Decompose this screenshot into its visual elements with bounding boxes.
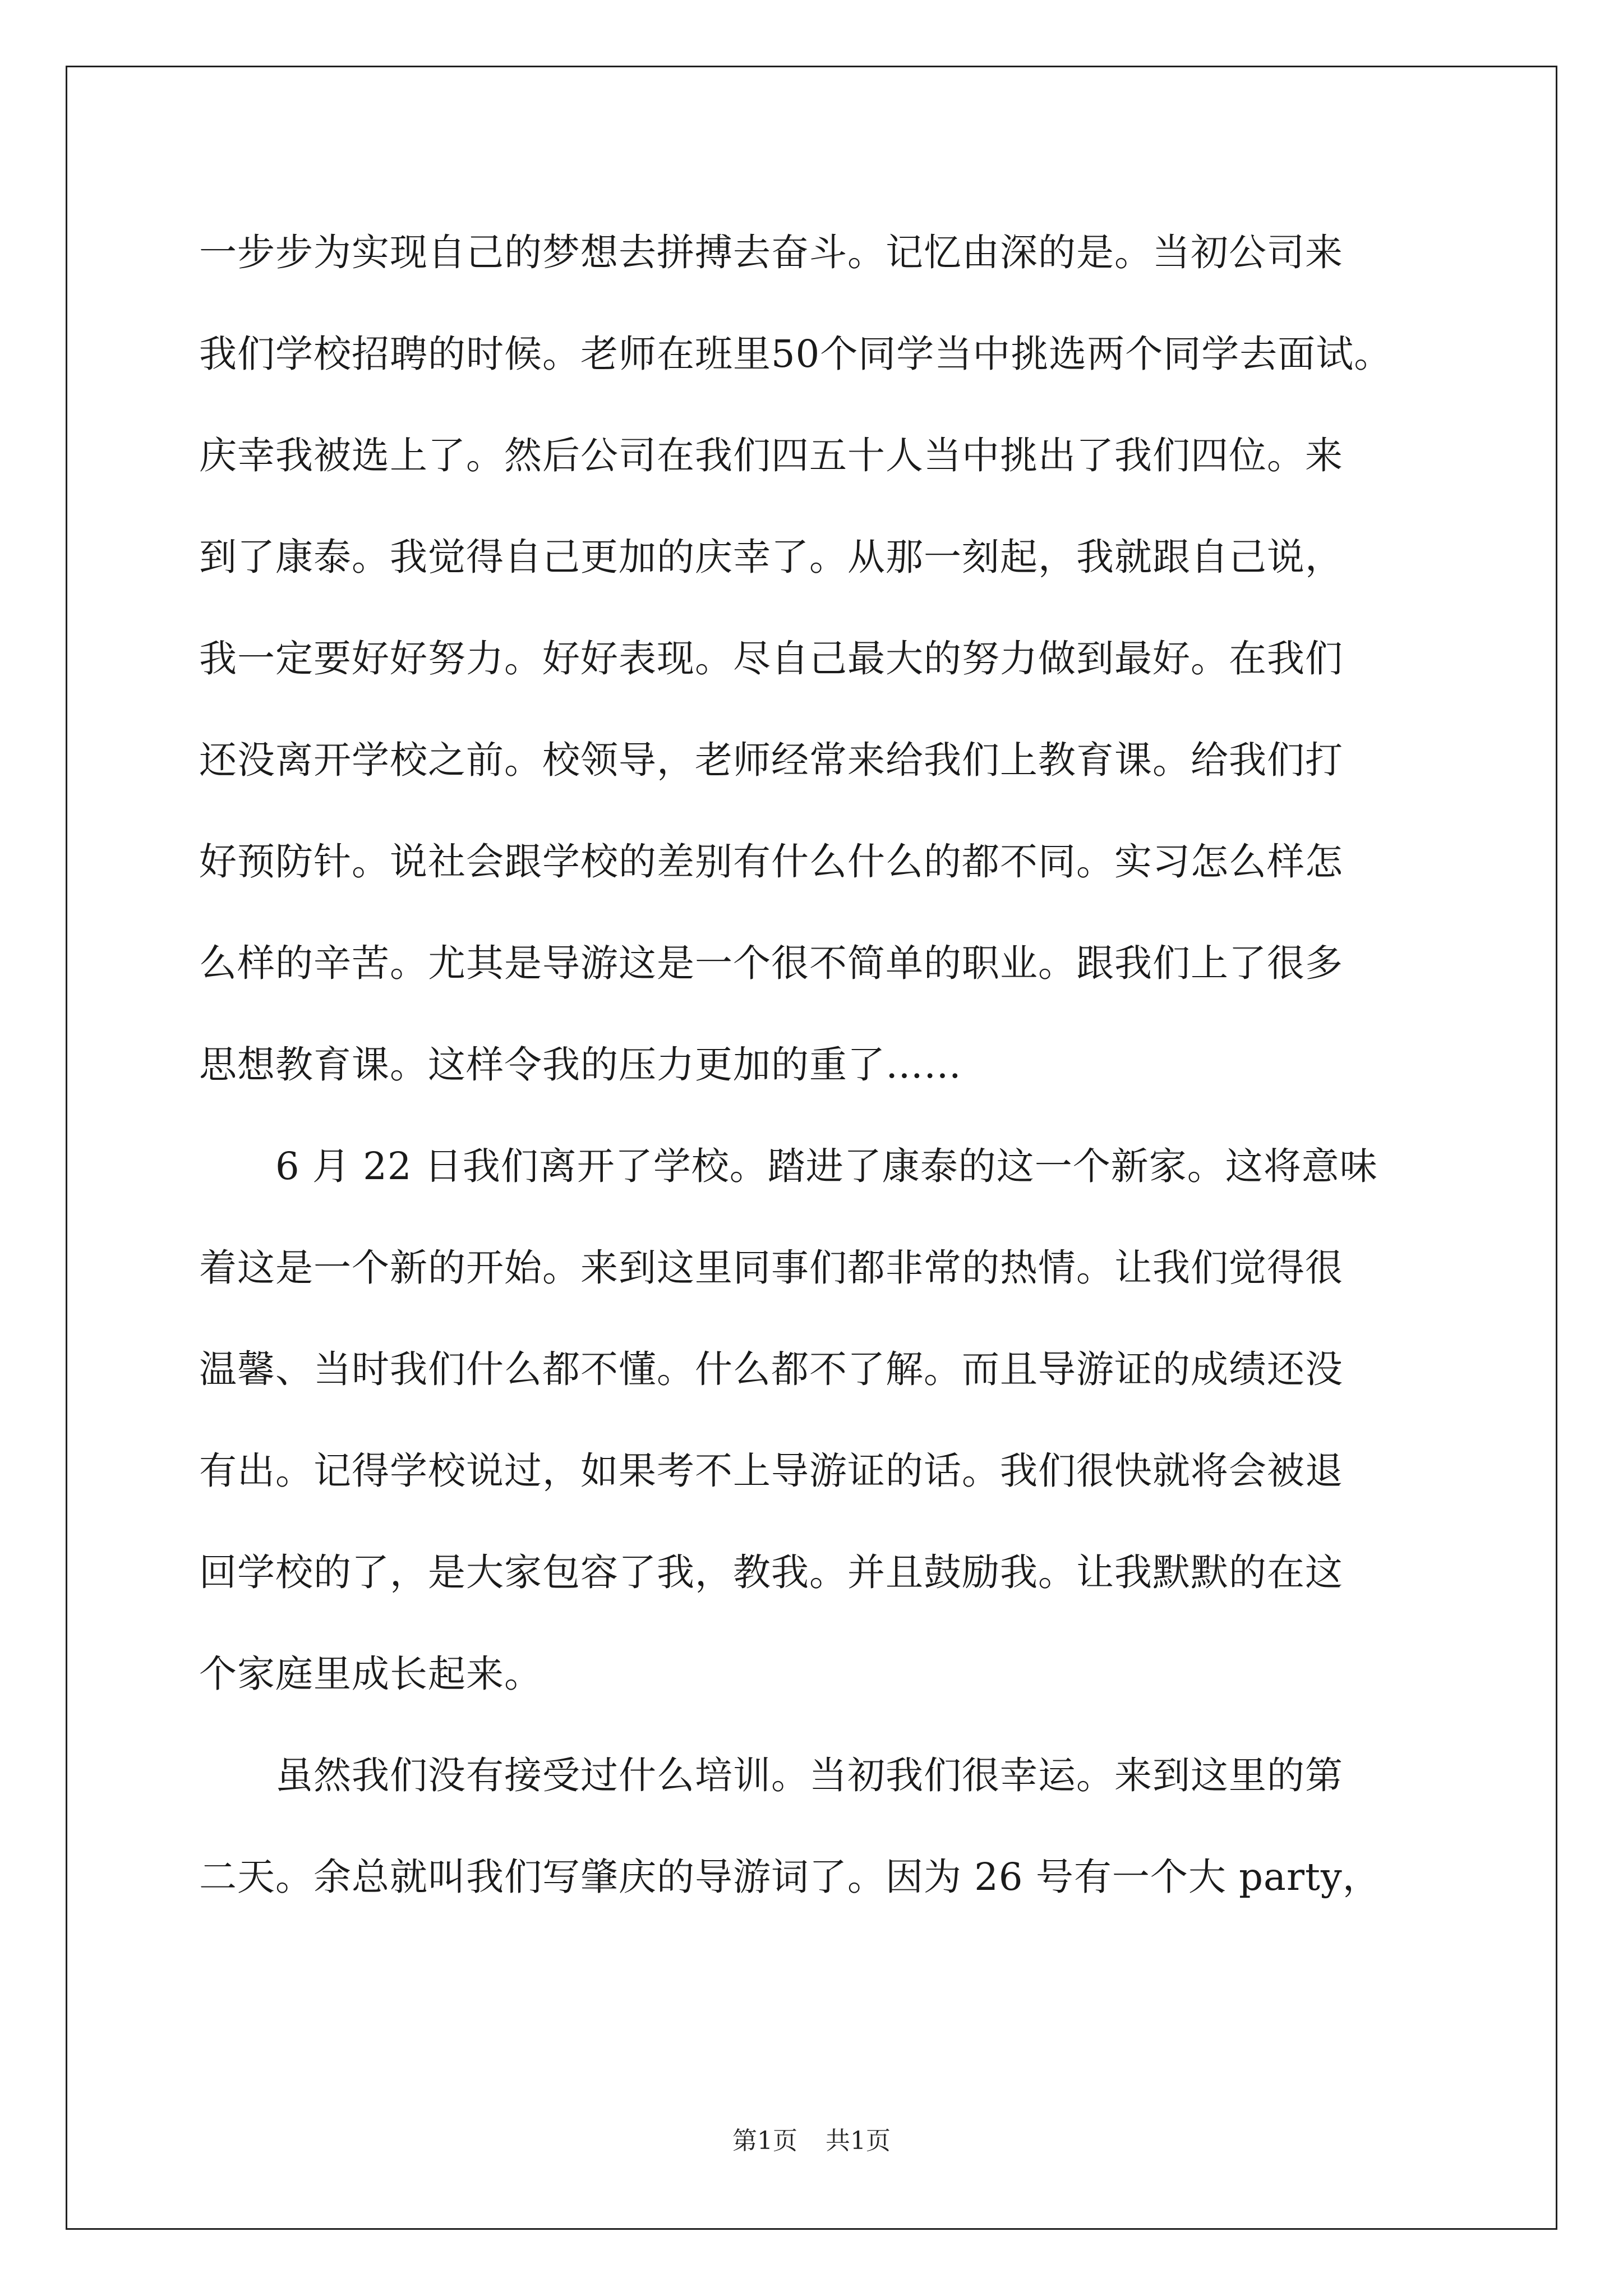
- page-number-total: 共1页: [826, 2127, 891, 2155]
- page-footer: [0, 2120, 1623, 2156]
- text-line: 二天。余总就叫我们写肇庆的导游词了。因为 26 号有一个大 party，: [199, 1855, 1381, 1899]
- paragraph-start-line: 6 月 22 日我们离开了学校。踏进了康泰的这一个新家。这将意味: [275, 1144, 1378, 1188]
- text-line: 思想教育课。这样令我的压力更加的重了……: [199, 1043, 962, 1087]
- text-line: 一步步为实现自己的梦想去拼搏去奋斗。记忆由深的是。当初公司来: [199, 231, 1343, 274]
- paragraph-start-line: 虽然我们没有接受过什么培训。当初我们很幸运。来到这里的第: [275, 1754, 1343, 1797]
- text-line: 温馨、当时我们什么都不懂。什么都不了解。而且导游证的成绩还没: [199, 1347, 1343, 1391]
- text-line: 么样的辛苦。尤其是导游这是一个很不简单的职业。跟我们上了很多: [199, 941, 1343, 985]
- text-line: 我一定要好好努力。好好表现。尽自己最大的努力做到最好。在我们: [199, 637, 1343, 680]
- text-line: 回学校的了，是大家包容了我，教我。并且鼓励我。让我默默的在这: [199, 1550, 1343, 1594]
- text-line: 好预防针。说社会跟学校的差别有什么什么的都不同。实习怎么样怎: [199, 840, 1343, 884]
- document-body: [199, 202, 1489, 1928]
- text-line: 我们学校招聘的时候。老师在班里50个同学当中挑选两个同学去面试。: [199, 332, 1393, 376]
- text-line: 到了康泰。我觉得自己更加的庆幸了。从那一刻起，我就跟自己说，: [199, 535, 1343, 579]
- text-line: 个家庭里成长起来。: [199, 1652, 542, 1696]
- text-line: 还没离开学校之前。校领导，老师经常来给我们上教育课。给我们打: [199, 738, 1343, 782]
- text-line: 着这是一个新的开始。来到这里同事们都非常的热情。让我们觉得很: [199, 1246, 1343, 1290]
- text-line: 有出。记得学校说过，如果考不上导游证的话。我们很快就将会被退: [199, 1449, 1343, 1493]
- text-line: 庆幸我被选上了。然后公司在我们四五十人当中挑出了我们四位。来: [199, 434, 1343, 477]
- page-number-current: 第1页: [732, 2127, 797, 2155]
